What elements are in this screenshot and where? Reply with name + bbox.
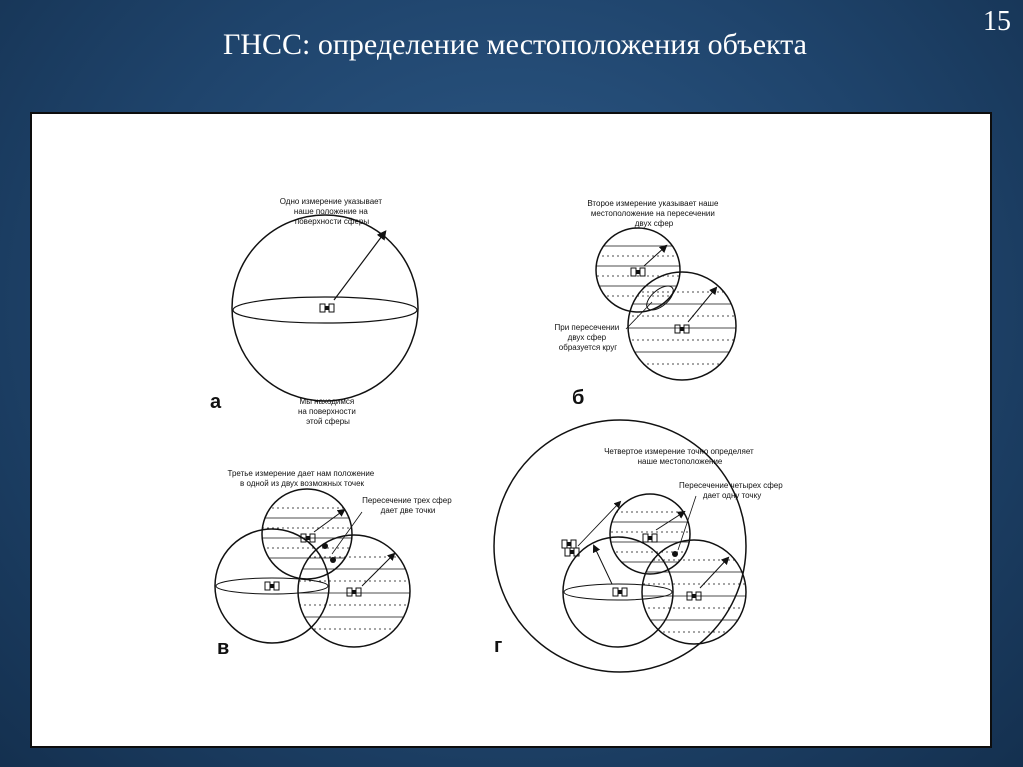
panel-g-top-caption: Четвертое измерение точно определяет наше местоположение bbox=[604, 447, 754, 466]
radius-arrow bbox=[314, 510, 344, 532]
radius-arrow bbox=[688, 288, 716, 322]
panel-b-top-caption: Второе измерение указывает наше местоположение на пересечении двух сфер bbox=[587, 199, 719, 228]
radius-arrow bbox=[334, 232, 385, 300]
panel-v-letter: в bbox=[217, 637, 230, 659]
receiver-icon bbox=[643, 534, 657, 542]
panel-b-side-caption: При пересечении двух сфер образуется круг bbox=[554, 323, 620, 352]
receiver-icon bbox=[675, 325, 689, 333]
panel-g-side-caption: Пересечение четырех сфер дает одну точку bbox=[679, 481, 783, 500]
sphere-diagram bbox=[32, 114, 990, 746]
intersection-point bbox=[672, 551, 678, 557]
panel-v-side-caption: Пересечение трех сфер дает две точки bbox=[362, 496, 452, 515]
panel-v bbox=[215, 469, 454, 659]
receiver-icon bbox=[320, 304, 334, 312]
intersection-point bbox=[322, 543, 328, 549]
panel-a-top-caption: Одно измерение указывает наше положение на поверхности сферы bbox=[279, 197, 383, 226]
panel-b-letter: б bbox=[572, 387, 585, 409]
sphere-g3 bbox=[642, 540, 746, 644]
panel-a bbox=[210, 197, 418, 426]
receiver-icon bbox=[265, 582, 279, 590]
figure-panel bbox=[30, 112, 992, 748]
receiver-icon bbox=[562, 540, 576, 548]
receiver-icon bbox=[613, 588, 627, 596]
panel-a-bottom-caption: Мы находимся на поверхности этой сферы bbox=[297, 397, 356, 426]
sphere-v2-hatching bbox=[257, 508, 357, 558]
radius-arrow bbox=[594, 546, 612, 584]
panel-v-top-caption: Третье измерение дает нам положение в одной из двух возможных точек bbox=[227, 469, 375, 488]
receiver-icon bbox=[631, 268, 645, 276]
intersection-point bbox=[330, 557, 336, 563]
radius-arrow bbox=[700, 558, 728, 588]
receiver-icon bbox=[347, 588, 361, 596]
radius-arrow bbox=[578, 502, 620, 546]
panel-g bbox=[494, 420, 785, 672]
panel-b bbox=[555, 199, 742, 409]
intersection-circle bbox=[643, 282, 678, 315]
slide-title: ГНСС: определение местоположения объекта bbox=[223, 28, 807, 61]
sphere-v2 bbox=[262, 489, 352, 579]
radius-arrow bbox=[656, 512, 684, 530]
slide-number: 15 bbox=[983, 6, 1011, 37]
leader-line bbox=[626, 302, 652, 329]
panel-a-letter: а bbox=[210, 391, 222, 413]
panel-g-letter: г bbox=[494, 635, 503, 657]
